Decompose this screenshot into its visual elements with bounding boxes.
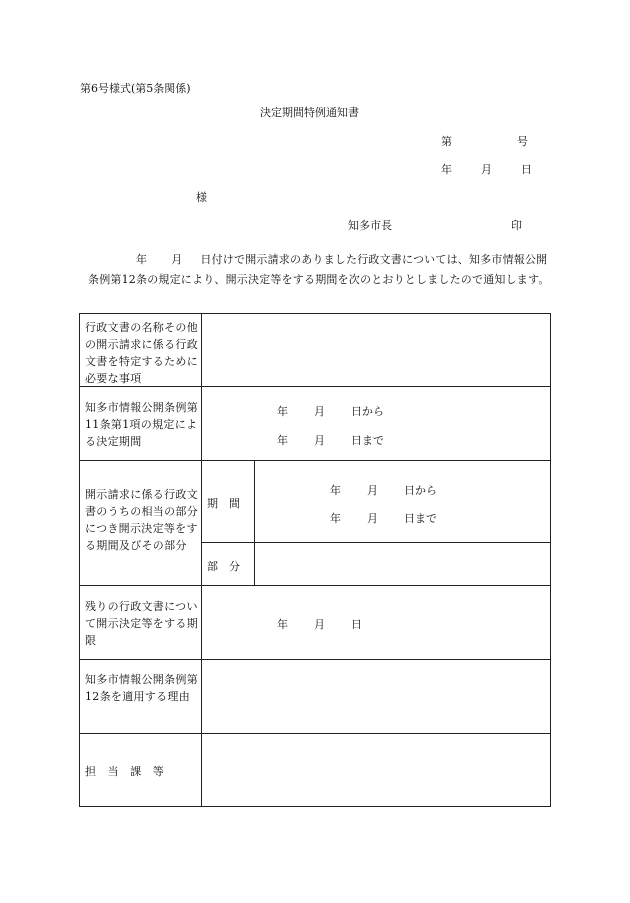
row-department-label: 担 当 課 等 <box>85 765 165 778</box>
issue-date-year: 年 <box>441 163 452 176</box>
issue-date-month: 月 <box>481 163 492 176</box>
row-document-name-label: 行政文書の名称その他の開示請求に係る行政文書を特定するために必要な事項 <box>85 321 198 385</box>
sub-part-label: 部 分 <box>207 560 240 573</box>
row-document-name-value[interactable] <box>206 320 546 380</box>
intro-month: 月 <box>171 253 183 266</box>
row-decision-period-to[interactable]: 年 月 日まで <box>277 434 384 447</box>
sub-period-label: 期 間 <box>207 497 240 510</box>
row-partial-decision-label: 開示請求に係る行政文書のうちの相当の部分につき開示決定等をする期間及びその部分 <box>85 488 198 552</box>
number-suffix: 号 <box>517 135 528 148</box>
number-prefix: 第 <box>441 135 452 148</box>
row-remaining-deadline-value[interactable]: 年 月 日 <box>277 618 362 631</box>
addressee-suffix: 様 <box>196 191 207 204</box>
row-partial-period-to[interactable]: 年 月 日まで <box>330 512 437 525</box>
intro-text: 日付けで開示請求のありました行政文書については、知多市情報公開条例第12条の規定により、開示決定等をする期間を次のとおりとしましたので通知します。 <box>88 253 550 286</box>
issue-date-day: 日 <box>521 163 532 176</box>
row-decision-period-from[interactable]: 年 月 日から <box>277 405 384 418</box>
row-partial-period-from[interactable]: 年 月 日から <box>330 484 437 497</box>
issue-date <box>441 161 532 177</box>
intro-year: 年 <box>136 253 148 266</box>
issuer-name: 知多市長 <box>348 219 392 232</box>
intro-paragraph <box>88 250 553 289</box>
row-department-value[interactable] <box>206 739 546 801</box>
row-reason-value[interactable] <box>206 665 546 727</box>
document-title: 決定期間特例通知書 <box>260 106 359 119</box>
row-partial-part-value[interactable] <box>258 547 546 581</box>
row-reason-label: 知多市情報公開条例第12条を適用する理由 <box>85 673 198 703</box>
row-decision-period-label: 知多市情報公開条例第11条第1項の規定による決定期間 <box>85 401 198 448</box>
form-label: 第6号様式(第5条関係) <box>80 82 191 95</box>
number-line <box>441 133 528 149</box>
row-remaining-deadline-label: 残りの行政文書について開示決定等をする期限 <box>85 600 198 647</box>
issuer-seal: 印 <box>511 219 522 232</box>
